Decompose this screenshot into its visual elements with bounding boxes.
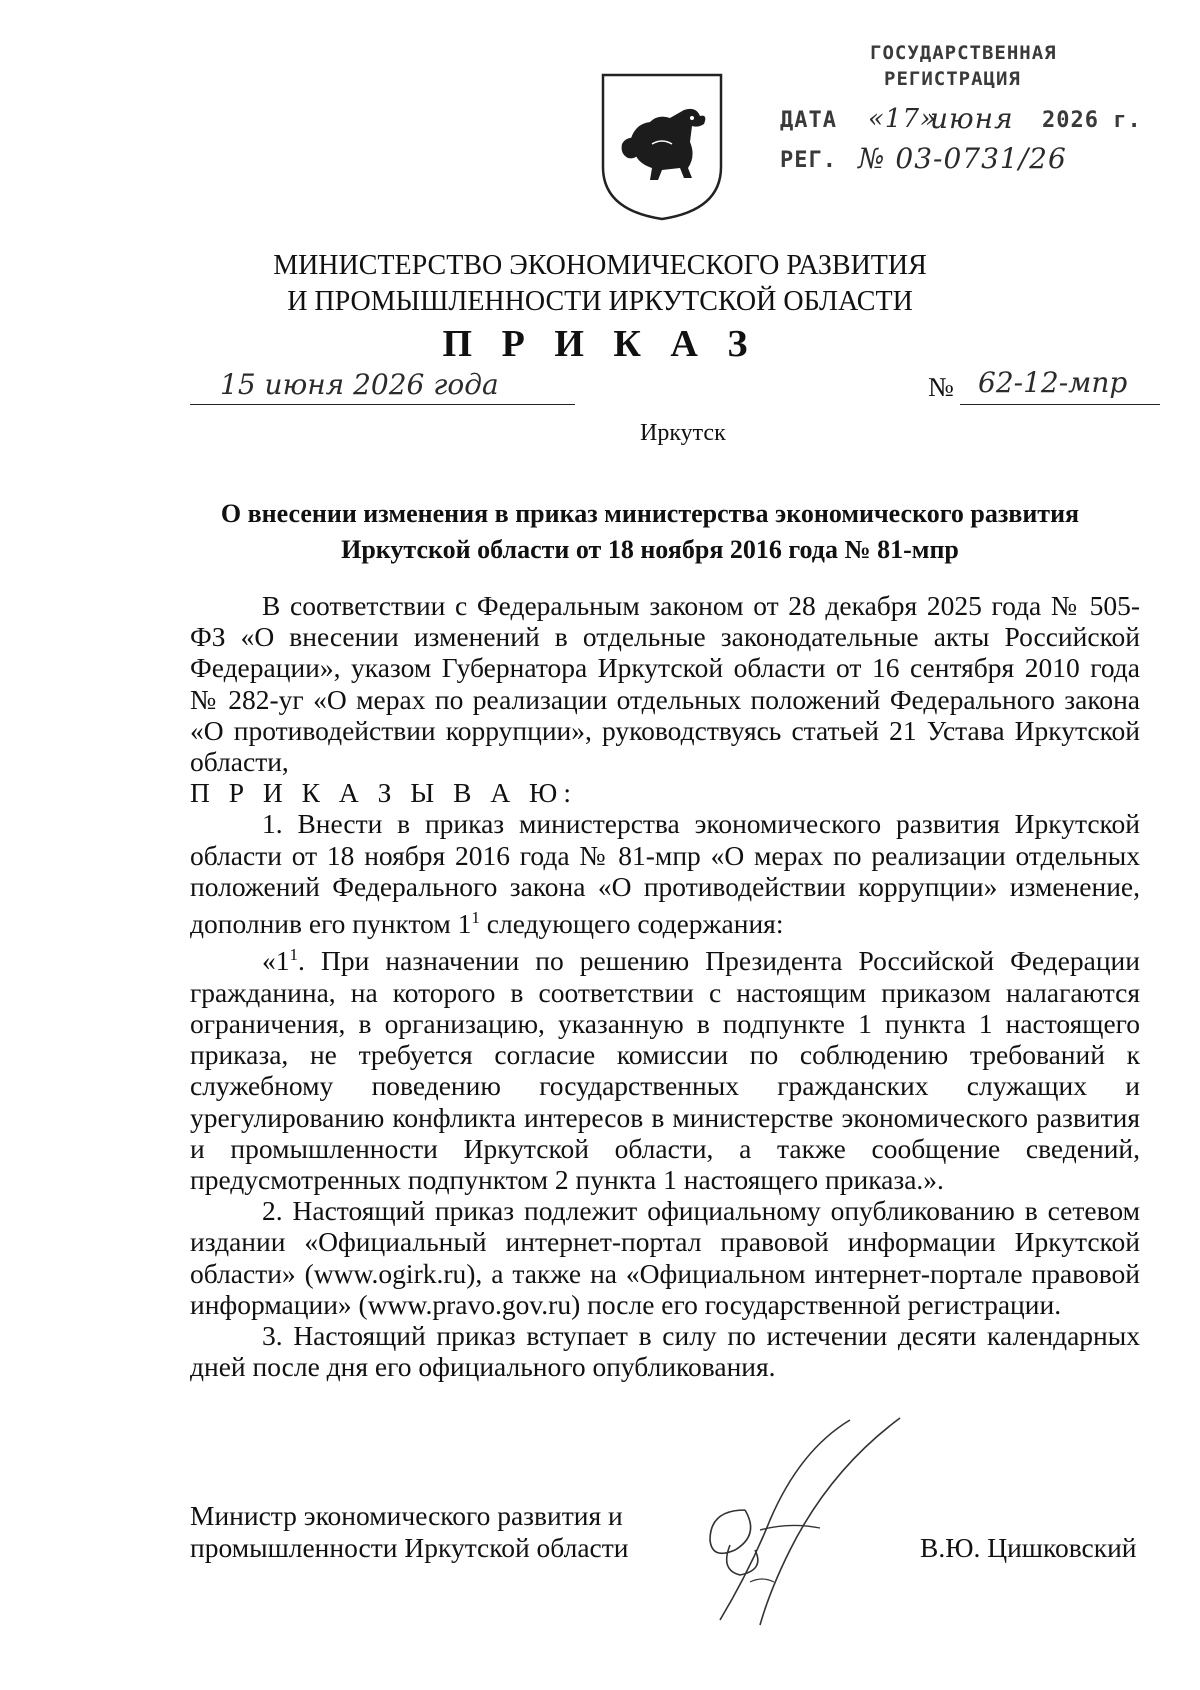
quote-text: . При назначении по решению Президента Российской Федерации гражданина, на которого в соответствии с настоящим приказом налагаются ограничения, в организацию, указанную в подпункте 1 пункта 1 настоящего приказа, не требуется согласие комиссии по соблюдению требований к служебному поведению государственных гражданских служащих и урегулированию конфликта интересов в министерстве экономического развития и промышленности Иркутской области, а также сообщение сведений, предусмотренных подпунктом 2 пункта 1 настоящего приказа.».: [190, 945, 1140, 1195]
ministry-line-1: МИНИСТЕРСТВО ЭКОНОМИЧЕСКОГО РАЗВИТИЯ: [273, 250, 927, 281]
ministry-line-2: И ПРОМЫШЛЕННОСТИ ИРКУТСКОЙ ОБЛАСТИ: [287, 286, 913, 317]
stamp-date-label: ДАТА: [780, 108, 837, 133]
position-line-2: промышленности Иркутской области: [190, 1532, 629, 1563]
order-number-label: №: [928, 372, 954, 402]
signatory-position: [190, 1500, 628, 1564]
ministry-name: [0, 248, 1200, 320]
quote-paragraph: [190, 939, 1140, 1195]
order-body: [190, 590, 1140, 1382]
item-3-paragraph: 3. Настоящий приказ вступает в силу по истечении десяти календарных дней после дня его официального опубликования.: [190, 1319, 1140, 1383]
order-number: 62-12-мпр: [978, 366, 1128, 399]
stamp-line-2: РЕГИСТРАЦИЯ: [884, 68, 1021, 90]
signatory-name: В.Ю. Цишковский: [920, 1532, 1137, 1563]
stamp-reg-number: № 03-0731/26: [858, 142, 1067, 175]
stamp-date-month: июня: [930, 102, 1014, 135]
stamp-line-1: ГОСУДАРСТВЕННАЯ: [870, 42, 1057, 64]
preamble-paragraph: В соответствии с Федеральным законом от 28 декабря 2025 года № 505-ФЗ «О внесении изменений в отдельные законодательные акты Российской Федерации», указом Губернатора Иркутской области от 16 сентября 2010 года № 282-уг «О мерах по реализации отдельных положений Федерального закона «О противодействии коррупции», руководствуясь статьей 21 Устава Иркутской области,: [190, 590, 1140, 778]
order-city: Иркутск: [640, 420, 726, 446]
order-date-underline: [190, 404, 575, 405]
stamp-date-day: «17»: [868, 104, 937, 134]
item-1-superscript: 1: [471, 908, 480, 928]
order-date: 15 июня 2026 года: [220, 368, 499, 401]
order-number-underline: [960, 404, 1160, 405]
stamp-reg-label: РЕГ.: [780, 148, 837, 173]
order-title: [180, 496, 1120, 568]
position-line-1: Министр экономического развития и: [190, 1500, 623, 1531]
title-line-1: О внесении изменения в приказ министерства экономического развития: [220, 499, 1080, 528]
stamp-date-year: 2026 г.: [1042, 108, 1142, 133]
handwritten-signature: [650, 1410, 990, 1640]
title-line-2: Иркутской области от 18 ноября 2016 года № 81-мпр: [341, 535, 959, 564]
item-1-text-end: следующего содержания:: [479, 908, 784, 940]
document-type: П Р И К А З: [442, 323, 758, 365]
registration-stamp: [780, 38, 1180, 188]
coat-of-arms-emblem: [600, 72, 724, 222]
item-1-paragraph: [190, 808, 1140, 939]
item-2-paragraph: 2. Настоящий приказ подлежит официальному опубликованию в сетевом издании «Официальный интернет-портал правовой информации Иркутской области» (www.ogirk.ru), а также на «Официальном интернет-портале правовой информации» (www.pravo.gov.ru) после его государственной регистрации.: [190, 1195, 1140, 1320]
order-word: П Р И К А З Ы В А Ю:: [190, 777, 577, 809]
quote-superscript: 1: [289, 945, 298, 965]
quote-open: «1: [262, 945, 290, 977]
item-1-text: 1. Внести в приказ министерства экономического развития Иркутской области от 18 ноября 2016 года № 81-мпр «О мерах по реализации отдельных положений Федерального закона «О противодействии коррупции» изменение, дополнив его пунктом 1: [190, 808, 1140, 940]
